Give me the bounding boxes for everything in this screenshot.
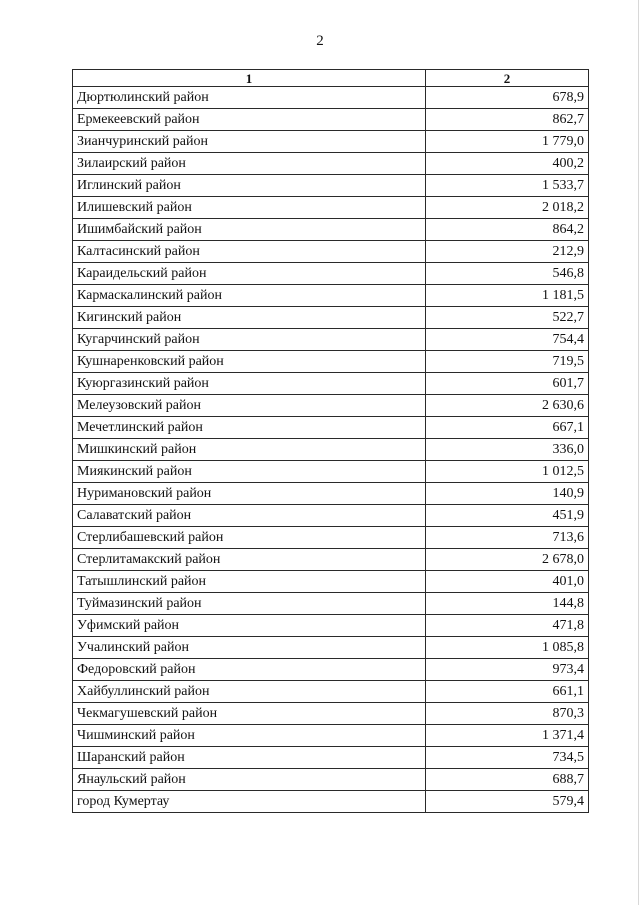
district-name-cell: Мелеузовский район — [73, 395, 426, 417]
amount-cell: 973,4 — [426, 659, 589, 681]
table-row — [73, 615, 589, 637]
district-name-cell: Калтасинский район — [73, 241, 426, 263]
table-row — [73, 263, 589, 285]
table-row — [73, 483, 589, 505]
page-number: 2 — [316, 33, 324, 49]
district-name-cell: Хайбуллинский район — [73, 681, 426, 703]
amount-cell: 336,0 — [426, 439, 589, 461]
district-name-cell: Учалинский район — [73, 637, 426, 659]
district-name-cell: город Кумертау — [73, 791, 426, 813]
amount-cell: 140,9 — [426, 483, 589, 505]
amount-cell: 546,8 — [426, 263, 589, 285]
table-row — [73, 153, 589, 175]
amount-cell: 2 018,2 — [426, 197, 589, 219]
district-name-cell: Иглинский район — [73, 175, 426, 197]
amount-cell: 451,9 — [426, 505, 589, 527]
table-row — [73, 703, 589, 725]
amount-cell: 579,4 — [426, 791, 589, 813]
table-row — [73, 109, 589, 131]
table-row — [73, 637, 589, 659]
table-row — [73, 747, 589, 769]
amount-cell: 1 085,8 — [426, 637, 589, 659]
amount-cell: 1 181,5 — [426, 285, 589, 307]
amount-cell: 1 371,4 — [426, 725, 589, 747]
table-row — [73, 417, 589, 439]
district-name-cell: Федоровский район — [73, 659, 426, 681]
table-row — [73, 87, 589, 109]
district-name-cell: Салаватский район — [73, 505, 426, 527]
district-name-cell: Шаранский район — [73, 747, 426, 769]
district-name-cell: Ермекеевский район — [73, 109, 426, 131]
district-name-cell: Илишевский район — [73, 197, 426, 219]
district-name-cell: Стерлитамакский район — [73, 549, 426, 571]
amount-cell: 870,3 — [426, 703, 589, 725]
district-name-cell: Мишкинский район — [73, 439, 426, 461]
district-name-cell: Караидельский район — [73, 263, 426, 285]
amount-cell: 2 678,0 — [426, 549, 589, 571]
amount-cell: 734,5 — [426, 747, 589, 769]
table-body — [73, 87, 589, 813]
amount-cell: 1 779,0 — [426, 131, 589, 153]
amount-cell: 754,4 — [426, 329, 589, 351]
amount-cell: 678,9 — [426, 87, 589, 109]
header-column-1: 1 — [73, 70, 426, 87]
districts-table — [72, 69, 589, 813]
table-row — [73, 219, 589, 241]
table-row — [73, 593, 589, 615]
district-name-cell: Дюртюлинский район — [73, 87, 426, 109]
district-name-cell: Зианчуринский район — [73, 131, 426, 153]
district-name-cell: Нуримановский район — [73, 483, 426, 505]
amount-cell: 601,7 — [426, 373, 589, 395]
table-row — [73, 285, 589, 307]
amount-cell: 522,7 — [426, 307, 589, 329]
district-name-cell: Куюргазинский район — [73, 373, 426, 395]
table-row — [73, 197, 589, 219]
district-name-cell: Кугарчинский район — [73, 329, 426, 351]
table-row — [73, 769, 589, 791]
district-name-cell: Туймазинский район — [73, 593, 426, 615]
table-row — [73, 241, 589, 263]
district-name-cell: Мечетлинский район — [73, 417, 426, 439]
amount-cell: 144,8 — [426, 593, 589, 615]
amount-cell: 401,0 — [426, 571, 589, 593]
district-name-cell: Кигинский район — [73, 307, 426, 329]
table-row — [73, 461, 589, 483]
amount-cell: 864,2 — [426, 219, 589, 241]
amount-cell: 471,8 — [426, 615, 589, 637]
table-row — [73, 527, 589, 549]
table-row — [73, 131, 589, 153]
table-header — [73, 70, 589, 87]
table-row — [73, 439, 589, 461]
amount-cell: 212,9 — [426, 241, 589, 263]
table-row — [73, 549, 589, 571]
district-name-cell: Ишимбайский район — [73, 219, 426, 241]
page-edge-line — [638, 0, 639, 905]
district-name-cell: Татышлинский район — [73, 571, 426, 593]
district-name-cell: Уфимский район — [73, 615, 426, 637]
table-row — [73, 791, 589, 813]
header-row — [73, 70, 589, 87]
district-name-cell: Чишминский район — [73, 725, 426, 747]
table-row — [73, 505, 589, 527]
table-row — [73, 395, 589, 417]
amount-cell: 400,2 — [426, 153, 589, 175]
amount-cell: 1 533,7 — [426, 175, 589, 197]
table-row — [73, 725, 589, 747]
district-name-cell: Кушнаренковский район — [73, 351, 426, 373]
table-row — [73, 175, 589, 197]
header-column-2: 2 — [426, 70, 589, 87]
district-name-cell: Зилаирский район — [73, 153, 426, 175]
district-name-cell: Янаульский район — [73, 769, 426, 791]
table-row — [73, 373, 589, 395]
table-row — [73, 571, 589, 593]
table-row — [73, 329, 589, 351]
amount-cell: 862,7 — [426, 109, 589, 131]
amount-cell: 667,1 — [426, 417, 589, 439]
table-row — [73, 351, 589, 373]
amount-cell: 1 012,5 — [426, 461, 589, 483]
amount-cell: 719,5 — [426, 351, 589, 373]
table-row — [73, 307, 589, 329]
district-name-cell: Чекмагушевский район — [73, 703, 426, 725]
district-name-cell: Миякинский район — [73, 461, 426, 483]
district-name-cell: Кармаскалинский район — [73, 285, 426, 307]
table-row — [73, 659, 589, 681]
amount-cell: 661,1 — [426, 681, 589, 703]
table-row — [73, 681, 589, 703]
amount-cell: 688,7 — [426, 769, 589, 791]
district-name-cell: Стерлибашевский район — [73, 527, 426, 549]
amount-cell: 713,6 — [426, 527, 589, 549]
amount-cell: 2 630,6 — [426, 395, 589, 417]
